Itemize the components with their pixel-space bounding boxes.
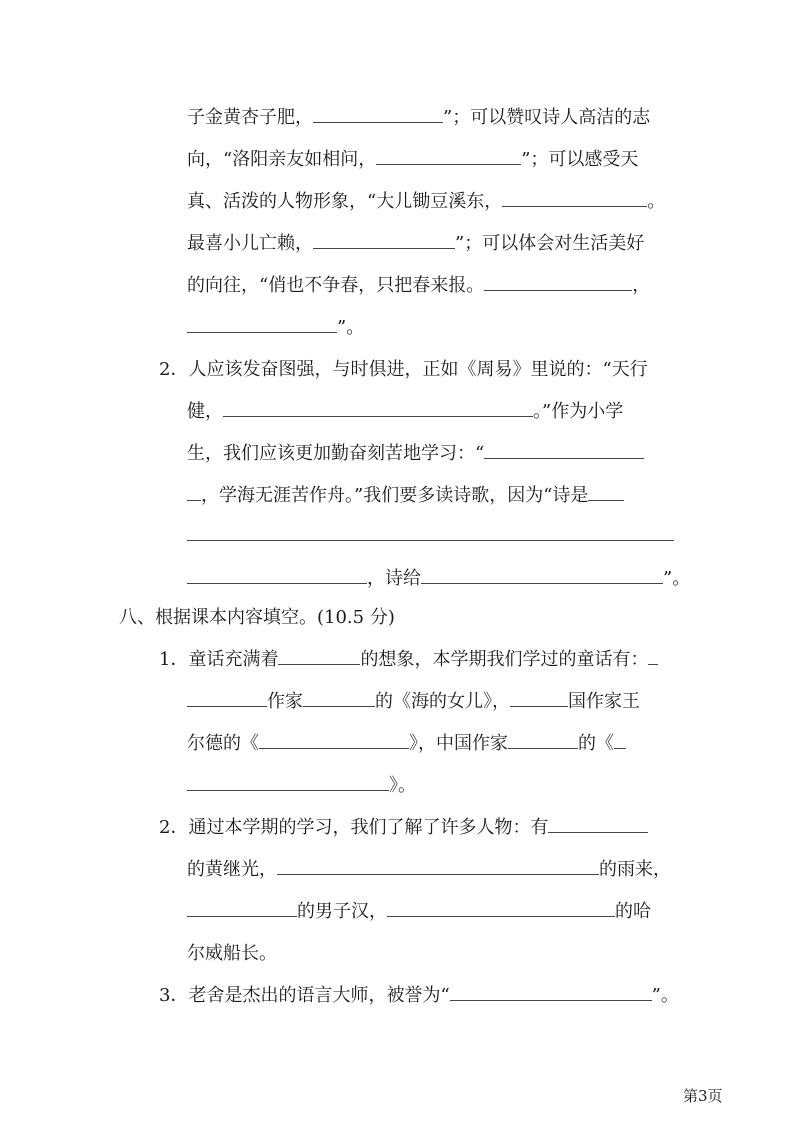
answer-blank[interactable] bbox=[648, 648, 658, 665]
text: ”；可以感受天 bbox=[521, 149, 639, 170]
answer-blank[interactable] bbox=[588, 484, 624, 501]
section-8-heading bbox=[119, 606, 395, 630]
text: 的《海的女儿》， bbox=[375, 691, 510, 712]
text: ，诗给 bbox=[367, 568, 421, 589]
text: 的想象，本学期我们学过的童话有： bbox=[360, 649, 649, 670]
text: ”。 bbox=[651, 985, 679, 1006]
text: 的哈 bbox=[615, 901, 651, 922]
text: 向，“洛阳亲友如相问， bbox=[187, 149, 377, 170]
answer-blank[interactable] bbox=[450, 984, 652, 1001]
s8-q1-line-2 bbox=[187, 690, 640, 714]
text: 童话充满着 bbox=[188, 649, 279, 670]
answer-blank[interactable] bbox=[510, 690, 568, 707]
text: 的黄继光， bbox=[187, 859, 277, 880]
text: 》，中国作家 bbox=[409, 733, 508, 754]
q1-line-3 bbox=[187, 190, 665, 214]
text: 》。 bbox=[389, 775, 416, 796]
s8-q1-line-1 bbox=[159, 648, 658, 672]
text: 生，我们应该更加勤奋刻苦地学习：“ bbox=[187, 443, 485, 464]
question-number: 3． bbox=[159, 985, 189, 1006]
text: ”；可以赞叹诗人高洁的志 bbox=[443, 107, 651, 128]
s8-q1-line-4 bbox=[187, 774, 416, 798]
question-number: 2． bbox=[159, 359, 189, 380]
answer-blank[interactable] bbox=[187, 690, 267, 707]
answer-blank[interactable] bbox=[187, 900, 297, 917]
answer-blank[interactable] bbox=[223, 400, 533, 417]
answer-blank[interactable] bbox=[187, 484, 201, 501]
answer-blank[interactable] bbox=[313, 106, 443, 123]
text: 最喜小儿亡赖， bbox=[187, 233, 313, 254]
answer-blank[interactable] bbox=[277, 858, 599, 875]
s8-q2-line-2 bbox=[187, 858, 671, 882]
answer-blank[interactable] bbox=[548, 816, 648, 833]
answer-blank[interactable] bbox=[614, 732, 626, 749]
answer-blank[interactable] bbox=[187, 774, 389, 791]
text: ”；可以体会对生活美好 bbox=[455, 233, 645, 254]
s8-q1-line-3 bbox=[187, 732, 626, 756]
s8-q2-line-1 bbox=[159, 816, 648, 840]
answer-blank[interactable] bbox=[187, 567, 367, 584]
text: 的男子汉， bbox=[297, 901, 387, 922]
text: 真、活泼的人物形象，“大儿锄豆溪东， bbox=[187, 191, 503, 212]
answer-blank[interactable] bbox=[303, 690, 375, 707]
text: 。 bbox=[647, 191, 666, 212]
text: 子金黄杏子肥， bbox=[187, 107, 313, 128]
q1-line-5 bbox=[187, 274, 650, 298]
text: 作家 bbox=[267, 691, 303, 712]
page-number: 第3页 bbox=[683, 1087, 723, 1105]
text: 的向往，“俏也不争春，只把春来报。 bbox=[187, 275, 485, 296]
q1-line-4 bbox=[187, 232, 644, 256]
q2-line-2 bbox=[187, 400, 623, 424]
q1-line-2 bbox=[187, 148, 638, 172]
text: 人应该发奋图强，与时俱进，正如《周易》里说的：“天行 bbox=[188, 359, 648, 380]
q1-line-6 bbox=[187, 316, 364, 340]
answer-line-full[interactable] bbox=[187, 540, 674, 541]
text: ， bbox=[632, 275, 651, 296]
answer-blank[interactable] bbox=[508, 732, 578, 749]
text: 健， bbox=[187, 401, 223, 422]
q2-line-4 bbox=[187, 484, 624, 508]
text: 。”作为小学 bbox=[533, 401, 624, 422]
text: 老舍是杰出的语言大师，被誉为“ bbox=[188, 985, 450, 1006]
q2-line-3 bbox=[187, 442, 644, 466]
s8-q2-line-4 bbox=[187, 942, 277, 966]
answer-blank[interactable] bbox=[484, 442, 644, 459]
heading-text: 八、根据课本内容填空。(10.5 分) bbox=[119, 607, 395, 628]
answer-blank[interactable] bbox=[376, 148, 521, 165]
q1-line-1 bbox=[187, 106, 650, 130]
text: ”。 bbox=[337, 317, 365, 338]
text: 尔威船长。 bbox=[187, 943, 277, 964]
s8-q3-line-1 bbox=[159, 984, 679, 1008]
answer-blank[interactable] bbox=[278, 648, 360, 665]
answer-blank[interactable] bbox=[187, 316, 337, 333]
q2-line-6 bbox=[187, 567, 690, 591]
question-number: 1． bbox=[159, 649, 189, 670]
text: 尔德的《 bbox=[187, 733, 259, 754]
text: 通过本学期的学习，我们了解了许多人物：有 bbox=[188, 817, 549, 838]
q2-line-1 bbox=[159, 358, 648, 382]
text: 国作家王 bbox=[568, 691, 640, 712]
answer-blank[interactable] bbox=[313, 232, 455, 249]
answer-blank[interactable] bbox=[421, 567, 663, 584]
text: ”。 bbox=[663, 568, 691, 589]
answer-blank[interactable] bbox=[484, 274, 632, 291]
text: 的雨来， bbox=[599, 859, 671, 880]
answer-blank[interactable] bbox=[387, 900, 615, 917]
answer-blank[interactable] bbox=[259, 732, 409, 749]
question-number: 2． bbox=[159, 817, 189, 838]
s8-q2-line-3 bbox=[187, 900, 651, 924]
text: 的《 bbox=[578, 733, 614, 754]
text: ，学海无涯苦作舟。”我们要多读诗歌，因为“诗是 bbox=[201, 485, 589, 506]
answer-blank[interactable] bbox=[502, 190, 647, 207]
